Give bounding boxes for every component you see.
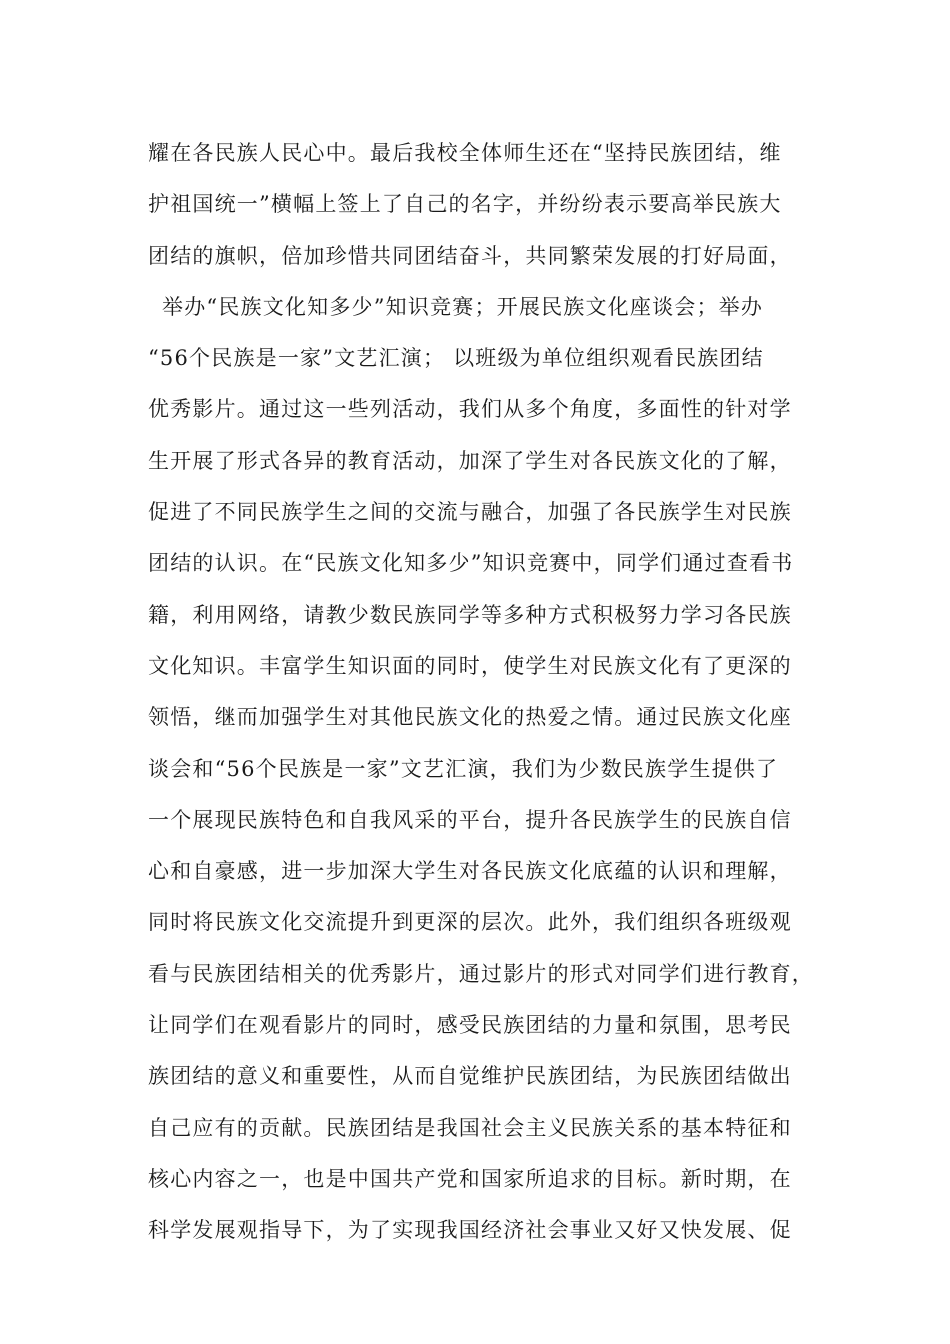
text-line-12: 领悟，继而加强学生对其他民族文化的热爱之情。通过民族文化座: [148, 705, 792, 730]
text-line-15: 心和自豪感，进一步加深大学生对各民族文化底蕴的认识和理解，: [148, 859, 792, 884]
text-line-18: 让同学们在观看影片的同时，感受民族团结的力量和氛围，思考民: [148, 1013, 792, 1038]
text-line-16: 同时将民族文化交流提升到更深的层次。此外，我们组织各班级观: [148, 910, 792, 935]
text-line-4: 举办“民族文化知多少”知识竞赛；开展民族文化座谈会；举办: [162, 294, 764, 319]
text-line-11: 文化知识。丰富学生知识面的同时，使学生对民族文化有了更深的: [148, 653, 792, 678]
text-line-20: 自己应有的贡献。民族团结是我国社会主义民族关系的基本特征和: [148, 1115, 792, 1140]
text-line-5: “56个民族是一家”文艺汇演； 以班级为单位组织观看民族团结: [148, 346, 764, 371]
text-line-17: 看与民族团结相关的优秀影片，通过影片的形式对同学们进行教育，: [148, 961, 814, 986]
text-line-2: 护祖国统一”横幅上签上了自己的名字，并纷纷表示要高举民族大: [148, 192, 782, 217]
text-line-21: 核心内容之一，也是中国共产党和国家所追求的目标。新时期，在: [148, 1166, 792, 1191]
text-line-14: 一个展现民族特色和自我风采的平台，提升各民族学生的民族自信: [148, 807, 792, 832]
text-line-10: 籍，利用网络，请教少数民族同学等多种方式积极努力学习各民族: [148, 602, 792, 627]
text-line-8: 促进了不同民族学生之间的交流与融合，加强了各民族学生对民族: [148, 500, 792, 525]
text-line-3: 团结的旗帜，倍加珍惜共同团结奋斗，共同繁荣发展的打好局面，: [148, 243, 792, 268]
text-line-19: 族团结的意义和重要性，从而自觉维护民族团结，为民族团结做出: [148, 1064, 792, 1089]
text-line-1: 耀在各民族人民心中。最后我校全体师生还在“坚持民族团结，维: [148, 141, 782, 165]
text-line-13: 谈会和“56个民族是一家”文艺汇演，我们为少数民族学生提供了: [148, 756, 779, 781]
text-line-9: 团结的认识。在“民族文化知多少”知识竞赛中，同学们通过查看书: [148, 551, 794, 576]
text-line-22: 科学发展观指导下，为了实现我国经济社会事业又好又快发展、促: [148, 1218, 792, 1243]
document-body: [148, 128, 818, 1257]
text-line-6: 优秀影片。通过这一些列活动，我们从多个角度，多面性的针对学: [148, 397, 792, 422]
text-line-7: 生开展了形式各异的教育活动，加深了学生对各民族文化的了解，: [148, 448, 792, 473]
